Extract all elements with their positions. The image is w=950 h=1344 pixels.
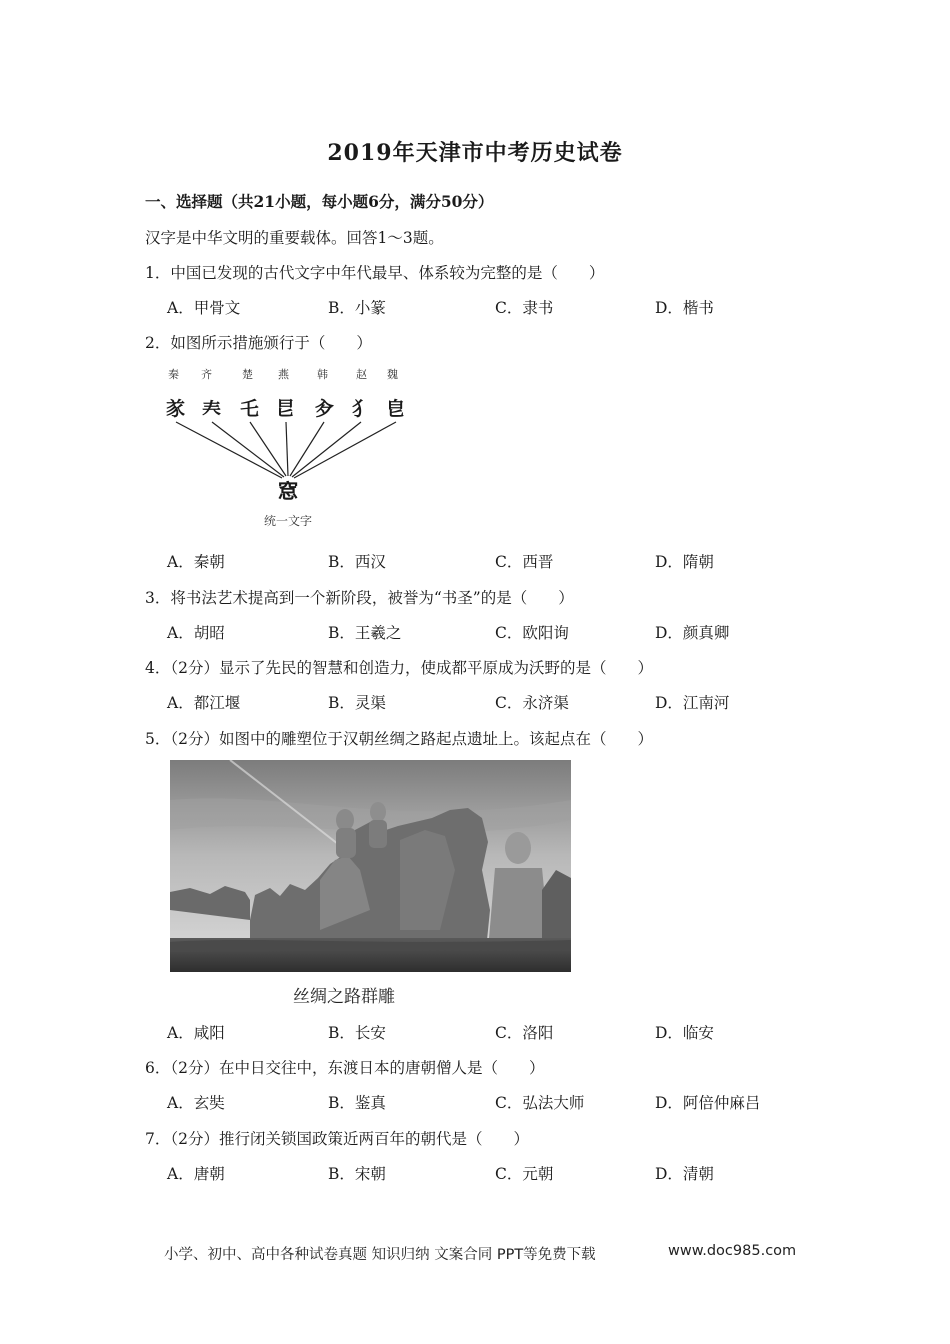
glyph-chu: 乇 bbox=[240, 398, 260, 420]
q7-option-a: A．唐朝 bbox=[167, 1165, 225, 1183]
glyph-qin: 㒸 bbox=[166, 398, 186, 420]
question-5-stem: 5．（2分）如图中的雕塑位于汉朝丝绸之路起点遗址上。该起点在（ ） bbox=[145, 730, 653, 748]
state-label-yan: 燕 bbox=[278, 368, 289, 381]
q1-option-b: B．小篆 bbox=[328, 299, 386, 317]
q6-option-d: D．阿倍仲麻吕 bbox=[655, 1094, 761, 1112]
q4-option-a: A．都江堰 bbox=[167, 694, 241, 712]
q5-option-d: D．临安 bbox=[655, 1024, 714, 1042]
q1-option-d: D．楷书 bbox=[655, 299, 714, 317]
glyph-yan: 㫐 bbox=[276, 398, 296, 420]
q2-option-c: C．西晋 bbox=[495, 553, 554, 571]
glyph-qi: 𡗗 bbox=[202, 398, 222, 420]
q6-option-b: B．鉴真 bbox=[328, 1094, 386, 1112]
q4-option-c: C．永济渠 bbox=[495, 694, 569, 712]
q5-option-c: C．洛阳 bbox=[495, 1024, 554, 1042]
unified-writing-caption: 统一文字 bbox=[264, 514, 313, 528]
q6-option-c: C．弘法大师 bbox=[495, 1094, 585, 1112]
q5-option-b: B．长安 bbox=[328, 1024, 386, 1042]
q6-option-a: A．玄奘 bbox=[167, 1094, 225, 1112]
intro-text: 汉字是中华文明的重要载体。回答1～3题。 bbox=[145, 229, 444, 247]
state-label-qi: 齐 bbox=[201, 368, 212, 381]
state-label-wei: 魏 bbox=[387, 368, 398, 381]
q3-option-c: C．欧阳询 bbox=[495, 624, 569, 642]
q5-option-a: A．咸阳 bbox=[167, 1024, 225, 1042]
page-title: 2019年天津市中考历史试卷 bbox=[327, 140, 623, 166]
state-label-zhao: 赵 bbox=[356, 368, 367, 381]
question-4-stem: 4．（2分）显示了先民的智慧和创造力，使成都平原成为沃野的是（ ） bbox=[145, 659, 653, 677]
unified-writing-figure bbox=[160, 360, 420, 535]
footer-website-link[interactable]: www.doc985.com bbox=[668, 1243, 797, 1259]
silk-road-caption: 丝绸之路群雕 bbox=[293, 987, 395, 1007]
glyph-wei: 皀 bbox=[386, 398, 406, 420]
glyph-zhao: 犭 bbox=[352, 398, 372, 420]
question-6-stem: 6．（2分）在中日交往中，东渡日本的唐朝僧人是（ ） bbox=[145, 1059, 545, 1077]
q3-option-d: D．颜真卿 bbox=[655, 624, 730, 642]
q2-option-a: A．秦朝 bbox=[167, 553, 225, 571]
q4-option-b: B．灵渠 bbox=[328, 694, 386, 712]
question-2-stem: 2．如图所示措施颁行于（ ） bbox=[145, 334, 372, 352]
question-1-stem: 1．中国已发现的古代文字中年代最早、体系较为完整的是（ ） bbox=[145, 264, 605, 282]
q3-option-a: A．胡昭 bbox=[167, 624, 225, 642]
q7-option-c: C．元朝 bbox=[495, 1165, 554, 1183]
state-label-han: 韩 bbox=[317, 368, 328, 381]
state-label-chu: 楚 bbox=[242, 368, 253, 381]
q7-option-b: B．宋朝 bbox=[328, 1165, 386, 1183]
question-3-stem: 3．将书法艺术提高到一个新阶段，被誉为“书圣”的是（ ） bbox=[145, 589, 574, 607]
q2-option-d: D．隋朝 bbox=[655, 553, 714, 571]
convergence-lines bbox=[176, 422, 396, 478]
footer-promo-text: 小学、初中、高中各种试卷真题 知识归纳 文案合同 PPT等免费下载 bbox=[164, 1247, 596, 1263]
state-label-qin: 秦 bbox=[168, 368, 179, 381]
q1-option-c: C．隶书 bbox=[495, 299, 554, 317]
glyph-han: 㒱 bbox=[315, 398, 335, 420]
q7-option-d: D．清朝 bbox=[655, 1165, 714, 1183]
center-glyph: 𥦗 bbox=[278, 479, 298, 503]
silk-road-sculpture-photo bbox=[170, 760, 571, 972]
q2-option-b: B．西汉 bbox=[328, 553, 386, 571]
q4-option-d: D．江南河 bbox=[655, 694, 730, 712]
section-heading: 一、选择题（共21小题，每小题6分，满分50分） bbox=[145, 192, 494, 211]
q1-option-a: A．甲骨文 bbox=[167, 299, 241, 317]
question-7-stem: 7．（2分）推行闭关锁国政策近两百年的朝代是（ ） bbox=[145, 1130, 529, 1148]
q3-option-b: B．王羲之 bbox=[328, 624, 402, 642]
